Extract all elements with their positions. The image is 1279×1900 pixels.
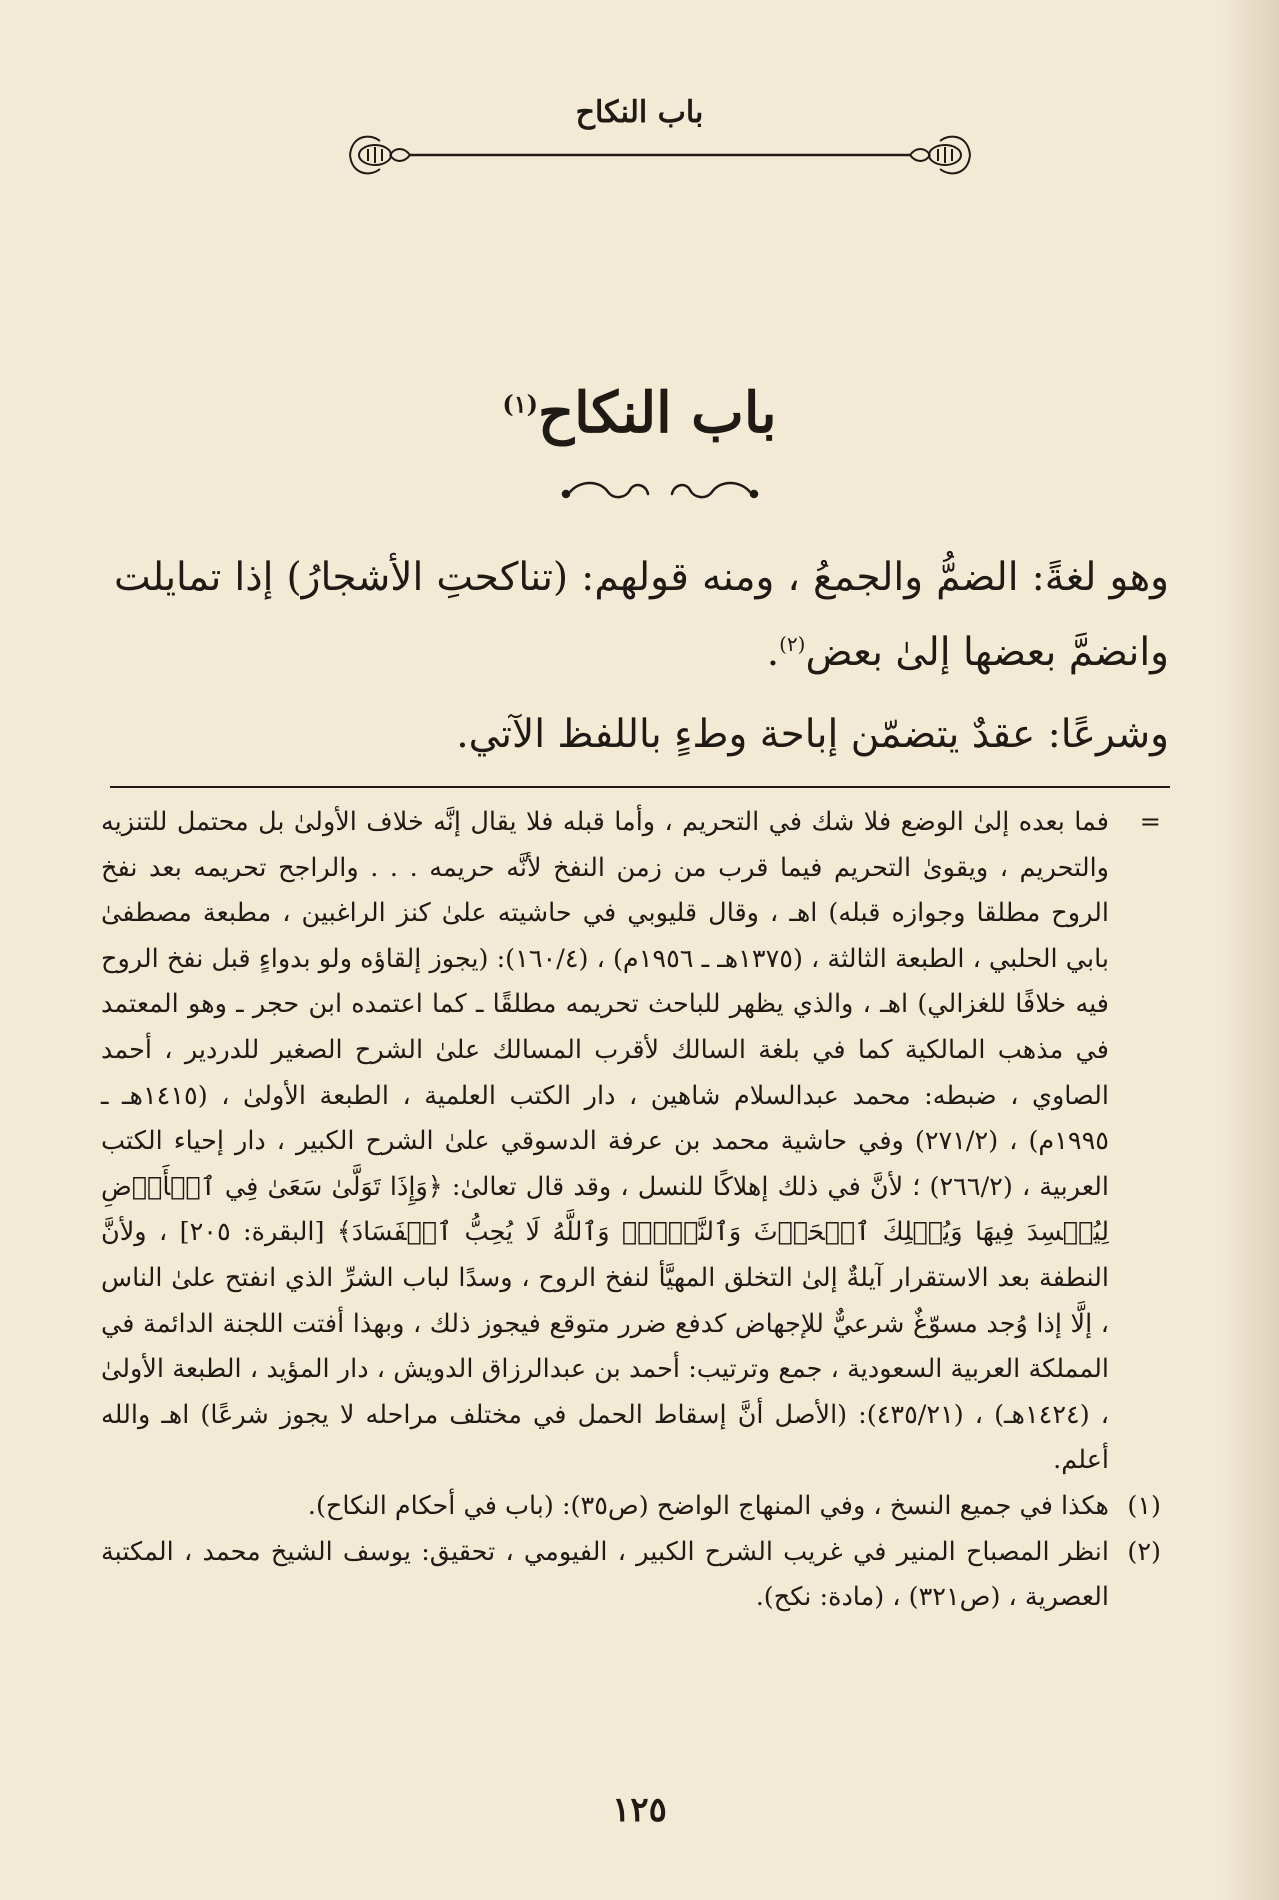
footnote-marker: = xyxy=(1139,807,1161,837)
ornament-left-icon xyxy=(350,137,410,174)
footnote-2 xyxy=(101,1530,1161,1621)
header-ornament xyxy=(340,125,980,185)
page-number: ١٢٥ xyxy=(612,1790,667,1830)
footnote-text: هكذا في جميع النسخ ، وفي المنهاج الواضح (ص٣٥): (باب في أحكام النكاح). xyxy=(307,1490,1109,1521)
footnote-continued xyxy=(101,800,1161,1484)
footnote-ref-2: (٢) xyxy=(779,632,806,656)
footnote-marker: (١) xyxy=(1127,1490,1161,1521)
chapter-title xyxy=(0,380,1279,446)
chapter-note-marker: (١) xyxy=(502,389,539,419)
footnotes xyxy=(101,800,1161,1621)
chapter-title-text: باب النكاح xyxy=(538,380,777,446)
main-text xyxy=(114,545,1169,768)
title-flourish xyxy=(560,470,760,510)
ornament-right-icon xyxy=(910,137,970,174)
definition-sharia: وشرعًا: عقدٌ يتضمّن إباحة وطءٍ باللفظ الآتي. xyxy=(456,712,1169,757)
footnote-separator xyxy=(110,786,1170,788)
definition-language: وهو لغةً: الضمُّ والجمعُ ، ومنه قولهم: (تناكحتِ الأشجارُ) إذا تمايلت وانضمَّ بعضها إلىٰ بعض$^{(٢)}$. xyxy=(114,555,1169,675)
footnote-1 xyxy=(101,1484,1161,1530)
footnote-text: فما بعده إلىٰ الوضع فلا شك في التحريم ، وأما قبله فلا يقال إنَّه خلاف الأولىٰ بل محتمل للتنزيه والتحريم ، ويقوىٰ التحريم فيما قرب من زمن النفخ لأنَّه حريمه . . . والراجح تحريمه بعد نفخ الروح مطلقا وجوازه قبله) اهـ ، وقال قليوبي في حاشيته علىٰ كنز الراغبين ، مطبعة مصطفىٰ بابي الحلبي ، الطبعة الثالثة ، (١٣٧٥هـ ـ ١٩٥٦م) ، (١٦٠/٤): (يجوز إلقاؤه ولو بدواءٍ قبل نفخ الروح فيه خلافًا للغزالي) اهـ ، والذي يظهر للباحث تحريمه مطلقًا ـ كما اعتمده ابن حجر ـ وهو المعتمد في مذهب المالكية كما في بلغة السالك لأقرب المسالك علىٰ الشرح الصغير للدردير ، أحمد الصاوي ، ضبطه: محمد عبدالسلام شاهين ، دار الكتب العلمية ، الطبعة الأولىٰ ، (١٤١٥هـ ـ ١٩٩٥م) ، (٢٧١/٢) وفي حاشية محمد بن عرفة الدسوقي علىٰ الشرح الكبير ، دار إحياء الكتب العربية ، (٢٦٦/٢) ؛ لأنَّ في ذلك إهلاكًا للنسل ، وقد قال تعالىٰ: ﴿وَإِذَا تَوَلَّىٰ سَعَىٰ فِي ٱلۡأَرۡضِ لِيُفۡسِدَ فِيهَا وَيُهۡلِكَ ٱلۡحَرۡثَ وَٱلنَّسۡلَۚ وَٱللَّهُ لَا يُحِبُّ ٱلۡفَسَادَ﴾ [البقرة: ٢٠٥] ، ولأنَّ النطفة بعد الاستقرار آيلةٌ إلىٰ التخلق المهيَّأ لنفخ الروح ، وسدًا لباب الشرِّ الذي انفتح علىٰ الناس ، إلَّا إذا وُجد مسوّغٌ شرعيٌّ للإجهاض كدفع ضرر متوقع فيجوز ذلك ، وبهذا أفتت اللجنة الدائمة في المملكة العربية السعودية ، جمع وترتيب: أحمد بن عبدالرزاق الدويش ، دار المؤيد ، الطبعة الأولىٰ ، (١٤٢٤هـ) ، (٤٣٥/٢١): (الأصل أنَّ إسقاط الحمل في مختلف مراحله لا يجوز شرعًا) اهـ والله أعلم. xyxy=(101,807,1110,1476)
running-head: باب النكاح xyxy=(575,95,704,130)
footnote-marker: (٢) xyxy=(1127,1536,1161,1567)
flourish-left-icon xyxy=(570,483,648,497)
footnote-text: انظر المصباح المنير في غريب الشرح الكبير ، الفيومي ، تحقيق: يوسف الشيخ محمد ، المكتبة العصرية ، (ص٣٢١) ، (مادة: نكح). xyxy=(101,1536,1109,1613)
flourish-right-icon xyxy=(672,483,750,497)
page-edge-shadow xyxy=(1219,0,1279,1900)
